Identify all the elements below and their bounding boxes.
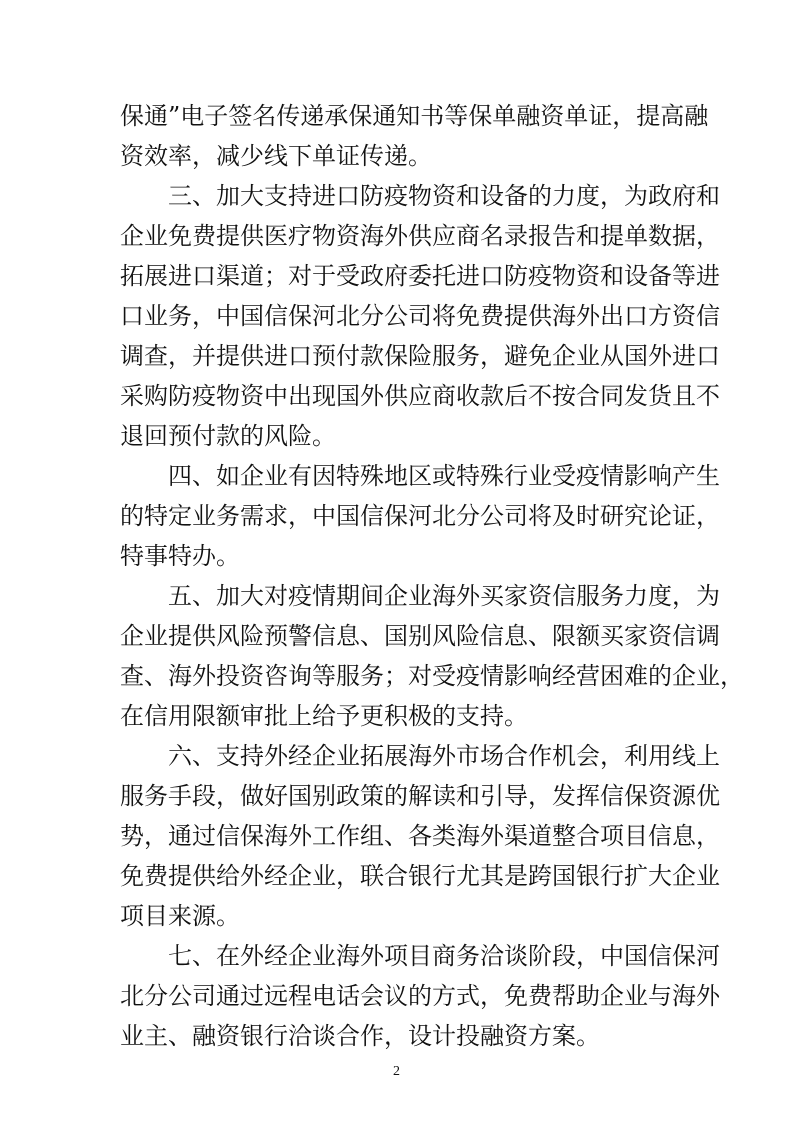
paragraph-2-line-1: 三、加大支持进口防疫物资和设备的力度，为政府和 (168, 182, 720, 210)
paragraph-5-line-4: 免费提供给外经企业，联合银行尤其是跨国银行扩大企业 (120, 862, 720, 890)
paragraph-6-line-1: 七、在外经企业海外项目商务洽谈阶段，中国信保河 (168, 942, 720, 970)
paragraph-4-line-3: 查、海外投资咨询等服务；对受疫情影响经营困难的企业， (120, 662, 744, 690)
paragraph-1-line-1: 保通”电子签名传递承保通知书等保单融资单证，提高融 (120, 102, 709, 130)
paragraph-5-line-3: 势，通过信保海外工作组、各类海外渠道整合项目信息， (120, 822, 720, 850)
paragraph-6-line-3: 业主、融资银行洽谈合作，设计投融资方案。 (120, 1022, 600, 1050)
paragraph-5-line-5: 项目来源。 (120, 902, 240, 930)
paragraph-4-line-1: 五、加大对疫情期间企业海外买家资信服务力度，为 (168, 582, 720, 610)
paragraph-5-line-1: 六、支持外经企业拓展海外市场合作机会，利用线上 (168, 742, 720, 770)
paragraph-6-line-2: 北分公司通过远程电话会议的方式，免费帮助企业与海外 (120, 982, 720, 1010)
paragraph-2-line-7: 退回预付款的风险。 (120, 422, 336, 450)
paragraph-2-line-6: 采购防疫物资中出现国外供应商收款后不按合同发货且不 (120, 382, 720, 410)
paragraph-5-line-2: 服务手段，做好国别政策的解读和引导，发挥信保资源优 (120, 782, 720, 810)
paragraph-2-line-3: 拓展进口渠道；对于受政府委托进口防疫物资和设备等进 (120, 262, 720, 290)
paragraph-2-line-4: 口业务，中国信保河北分公司将免费提供海外出口方资信 (120, 302, 720, 330)
paragraph-4-line-4: 在信用限额审批上给予更积极的支持。 (120, 702, 528, 730)
paragraph-2-line-2: 企业免费提供医疗物资海外供应商名录报告和提单数据， (120, 222, 720, 250)
paragraph-4-line-2: 企业提供风险预警信息、国别风险信息、限额买家资信调 (120, 622, 720, 650)
paragraph-3-line-3: 特事特办。 (120, 542, 240, 570)
page-number: 2 (393, 1064, 400, 1079)
paragraph-3-line-1: 四、如企业有因特殊地区或特殊行业受疫情影响产生 (168, 462, 720, 490)
paragraph-1-line-2: 资效率，减少线下单证传递。 (120, 142, 432, 170)
paragraph-3-line-2: 的特定业务需求，中国信保河北分公司将及时研究论证， (120, 502, 720, 530)
paragraph-2-line-5: 调查，并提供进口预付款保险服务，避免企业从国外进口 (120, 342, 720, 370)
